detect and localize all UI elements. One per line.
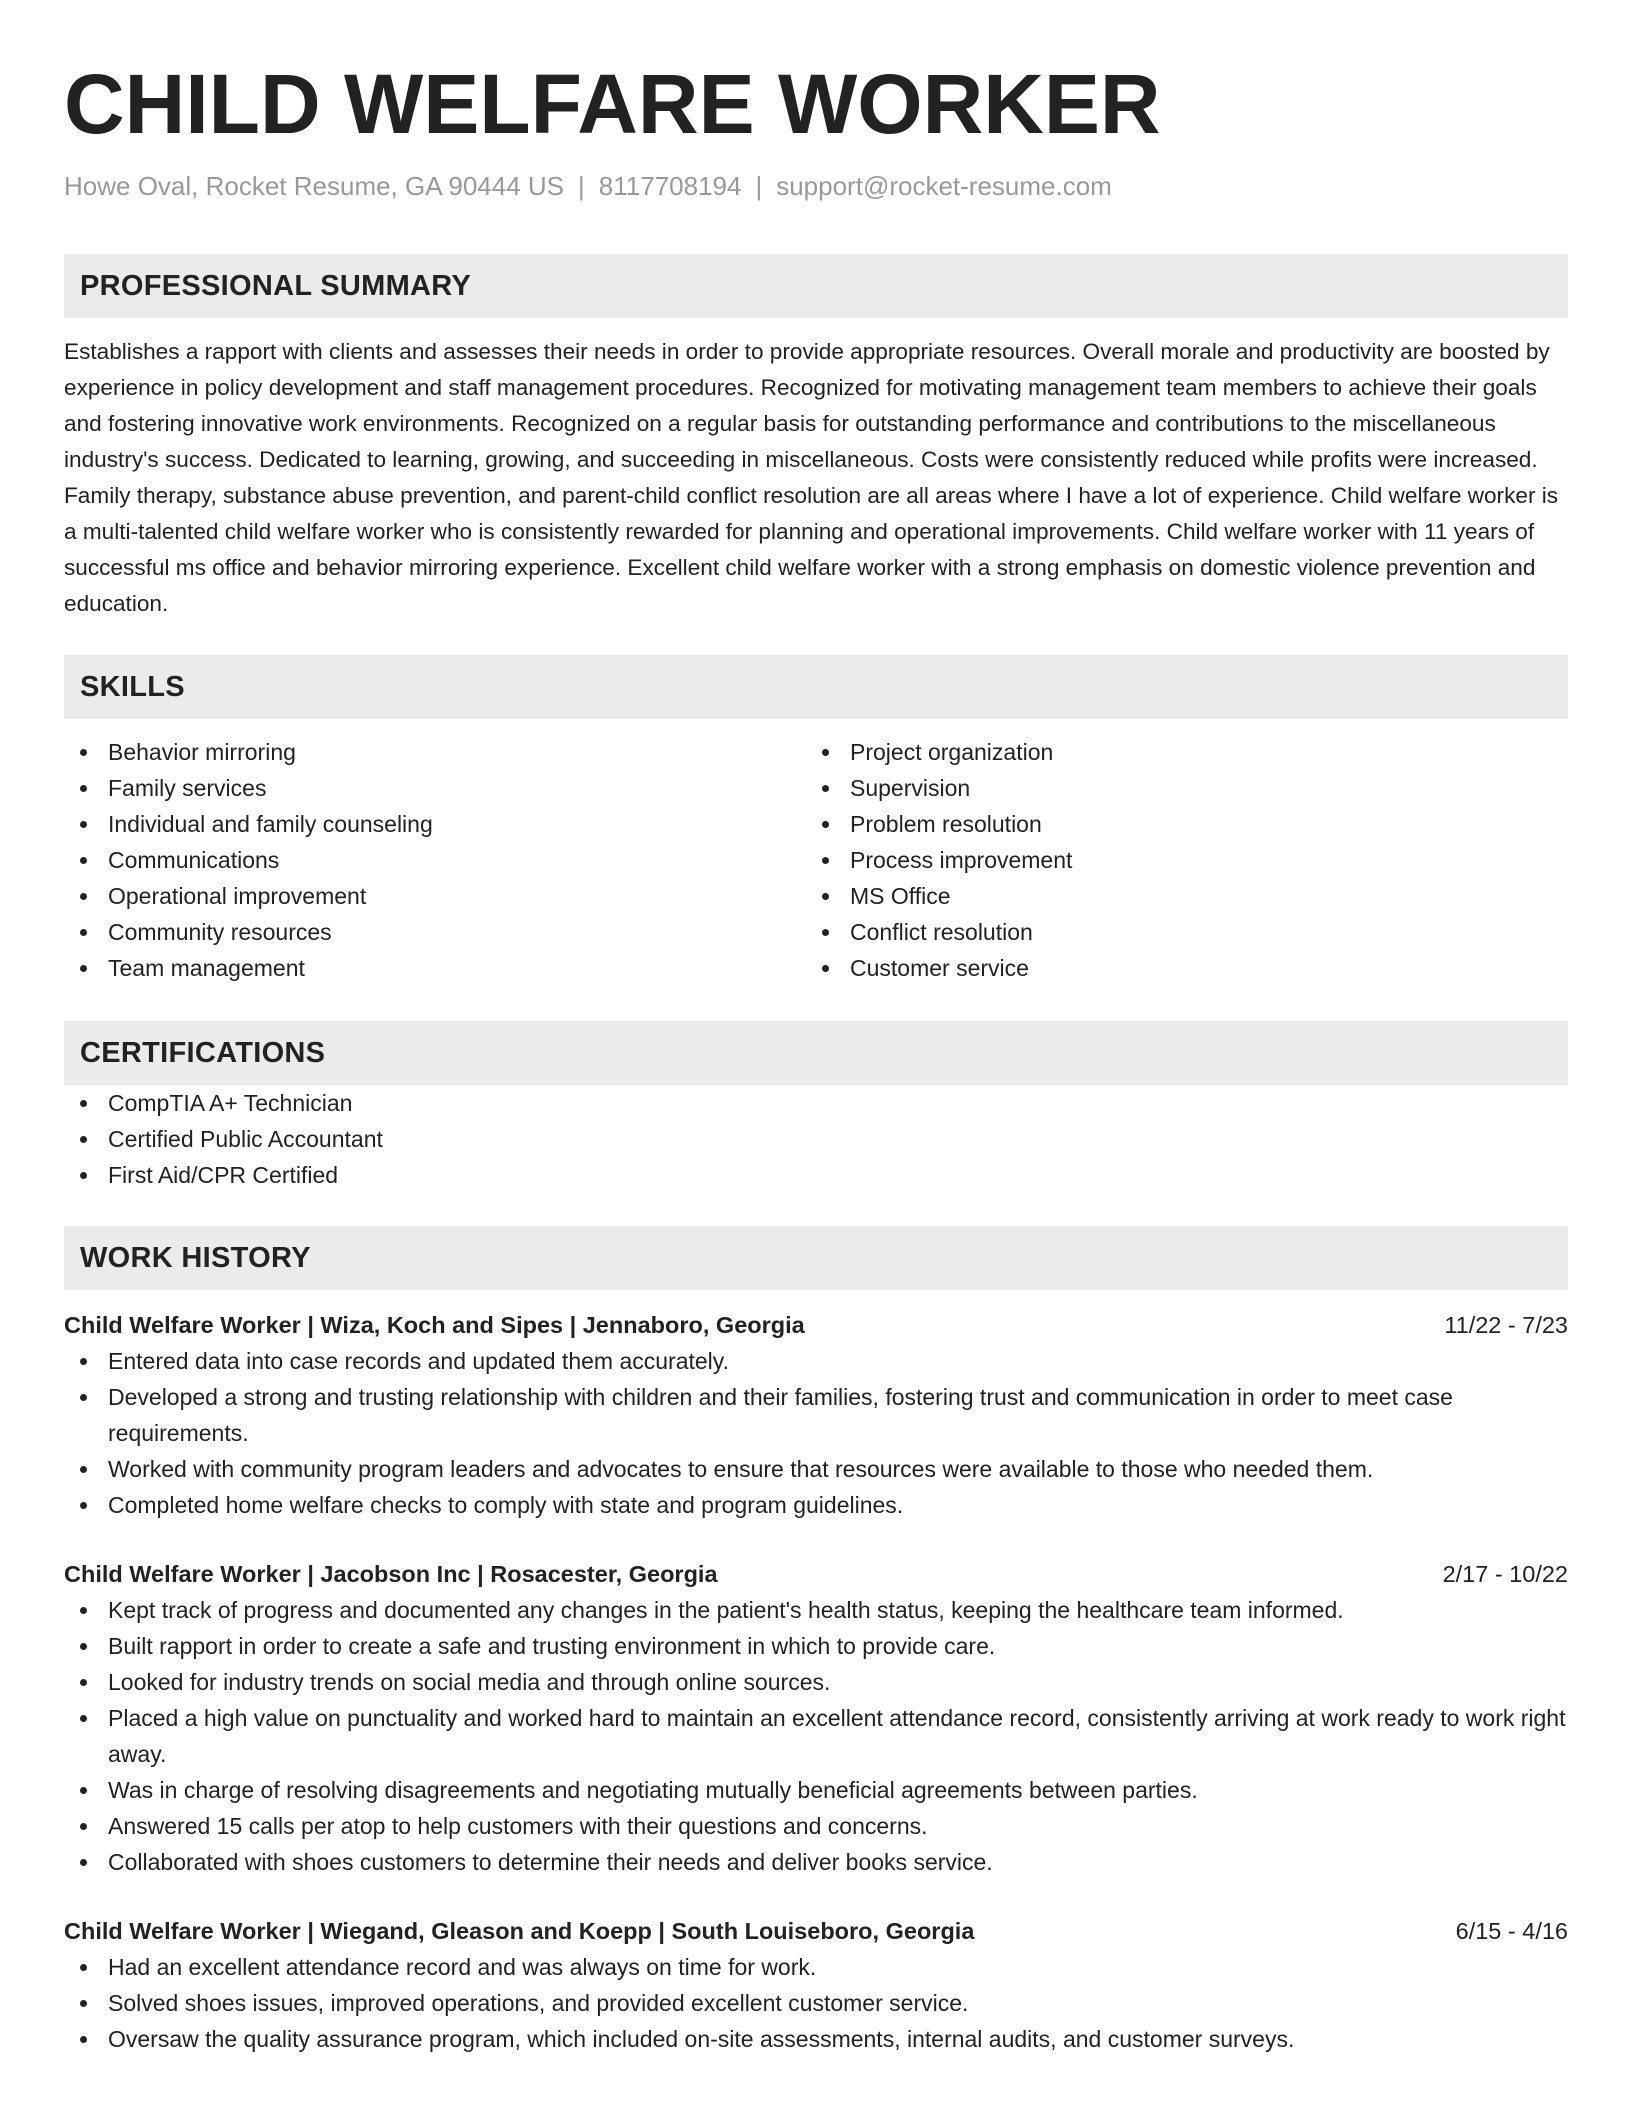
bullet-icon <box>822 929 829 936</box>
bullet-icon <box>80 1394 87 1401</box>
job-duty-item <box>64 1628 1568 1664</box>
skill-item <box>64 806 806 842</box>
job-duties-list <box>64 1949 1568 2057</box>
job-duty-item <box>64 1379 1568 1451</box>
job-duty-item <box>64 1808 1568 1844</box>
job-title: Child Welfare Worker | Wiegand, Gleason and Koepp | South Louiseboro, Georgia <box>64 1918 975 1944</box>
skill-item-text: Project organization <box>850 739 1054 765</box>
job-duty-item <box>64 1772 1568 1808</box>
bullet-icon <box>80 965 87 972</box>
bullet-icon <box>80 2000 87 2007</box>
job-duty-item <box>64 1985 1568 2021</box>
bullet-icon <box>80 1643 87 1650</box>
job-duties-list <box>64 1592 1568 1880</box>
bullet-icon <box>80 1787 87 1794</box>
bullet-icon <box>80 1172 87 1179</box>
job-duty-item-text: Collaborated with shoes customers to determine their needs and deliver books service. <box>108 1849 993 1875</box>
bullet-icon <box>80 2036 87 2043</box>
skill-item <box>64 734 806 770</box>
skill-item <box>64 770 806 806</box>
bullet-icon <box>822 785 829 792</box>
skill-item-text: Team management <box>108 955 305 981</box>
bullet-icon <box>80 1607 87 1614</box>
skill-item-text: Customer service <box>850 955 1029 981</box>
section-heading-skills: SKILLS <box>64 655 1568 719</box>
bullet-icon <box>80 1100 87 1107</box>
bullet-icon <box>80 1679 87 1686</box>
certifications-list <box>64 1085 1568 1193</box>
skill-item-text: Individual and family counseling <box>108 811 433 837</box>
skill-item <box>806 734 1548 770</box>
skill-item <box>806 770 1548 806</box>
skill-item <box>64 878 806 914</box>
job-duty-item-text: Answered 15 calls per atop to help customers with their questions and concerns. <box>108 1813 928 1839</box>
job-duty-item <box>64 1700 1568 1772</box>
job-duty-item-text: Developed a strong and trusting relationship with children and their families, fostering trust and communication in order to meet case requirements. <box>108 1384 1453 1446</box>
skill-item-text: Communications <box>108 847 280 873</box>
bullet-icon <box>80 1136 87 1143</box>
skills-list-left <box>64 734 806 986</box>
skill-item <box>806 878 1548 914</box>
job-duty-item-text: Entered data into case records and updated them accurately. <box>108 1348 729 1374</box>
bullet-icon <box>80 1466 87 1473</box>
certification-item-text: First Aid/CPR Certified <box>108 1162 339 1188</box>
job-duty-item <box>64 1487 1568 1523</box>
contact-separator: | <box>755 171 763 201</box>
job-duty-item <box>64 2021 1568 2057</box>
skills-column-right <box>806 734 1548 986</box>
bullet-icon <box>80 857 87 864</box>
bullet-icon <box>80 929 87 936</box>
resume-name: CHILD WELFARE WORKER <box>64 57 1161 151</box>
skills-columns <box>64 734 1568 986</box>
section-heading-work-history: WORK HISTORY <box>64 1226 1568 1290</box>
resume-page <box>64 54 1568 2057</box>
bullet-icon <box>80 1823 87 1830</box>
job-duty-item <box>64 1949 1568 1985</box>
job-title: Child Welfare Worker | Jacobson Inc | Rosacester, Georgia <box>64 1561 718 1587</box>
bullet-icon <box>822 857 829 864</box>
contact-separator: | <box>578 171 585 201</box>
job-duty-item-text: Placed a high value on punctuality and worked hard to maintain an excellent attendance record, consistently arriving at work ready to work right away. <box>108 1705 1566 1767</box>
bullet-icon <box>80 1715 87 1722</box>
bullet-icon <box>80 1964 87 1971</box>
bullet-icon <box>80 893 87 900</box>
skill-item <box>806 914 1548 950</box>
job-header <box>64 1556 1568 1592</box>
job-duty-item-text: Completed home welfare checks to comply with state and program guidelines. <box>108 1492 904 1518</box>
certification-item-text: CompTIA A+ Technician <box>108 1090 353 1116</box>
job-duty-item-text: Solved shoes issues, improved operations, and provided excellent customer service. <box>108 1990 969 2016</box>
skill-item-text: Process improvement <box>850 847 1073 873</box>
contact-phone: 8117708194 <box>598 171 742 201</box>
certification-item <box>64 1121 1568 1157</box>
summary-text: Establishes a rapport with clients and assesses their needs in order to provide appropriate resources. Overall morale and productivity are boosted by experience in policy development and staff management procedures. Recognized for motivating management team members to achieve their goals and fostering innovative work environments. Recognized on a regular basis for outstanding performance and contributions to the miscellaneous industry's success. Dedicated to learning, growing, and succeeding in miscellaneous. Costs were consistently reduced while profits were increased. Family therapy, substance abuse prevention, and parent-child conflict resolution are all areas where I have a lot of experience. Child welfare worker is a multi-talented child welfare worker who is consistently rewarded for planning and operational improvements. Child welfare worker with 11 years of successful ms office and behavior mirroring experience. Excellent child welfare worker with a strong emphasis on domestic violence prevention and education. <box>64 339 1559 616</box>
job-entry <box>64 1913 1568 2057</box>
certification-item <box>64 1157 1568 1193</box>
certification-item <box>64 1085 1568 1121</box>
bullet-icon <box>80 1859 87 1866</box>
skill-item-text: Supervision <box>850 775 971 801</box>
certification-item-text: Certified Public Accountant <box>108 1126 383 1152</box>
job-duty-item <box>64 1451 1568 1487</box>
job-dates: 6/15 - 4/16 <box>1455 1918 1568 1944</box>
skill-item-text: Behavior mirroring <box>108 739 296 765</box>
contact-address: Howe Oval, Rocket Resume, GA 90444 US <box>64 171 565 201</box>
bullet-icon <box>822 821 829 828</box>
job-duty-item-text: Oversaw the quality assurance program, which included on-site assessments, internal audits, and customer surveys. <box>108 2026 1295 2052</box>
bullet-icon <box>80 785 87 792</box>
job-header <box>64 1913 1568 1949</box>
job-duty-item-text: Kept track of progress and documented any changes in the patient's health status, keeping the healthcare team informed. <box>108 1597 1344 1623</box>
job-duty-item <box>64 1844 1568 1880</box>
skill-item <box>64 842 806 878</box>
job-duty-item <box>64 1664 1568 1700</box>
skill-item <box>64 914 806 950</box>
job-dates: 11/22 - 7/23 <box>1444 1312 1568 1338</box>
skill-item-text: Conflict resolution <box>850 919 1033 945</box>
skill-item <box>806 806 1548 842</box>
bullet-icon <box>80 749 87 756</box>
bullet-icon <box>822 749 829 756</box>
job-header <box>64 1307 1568 1343</box>
bullet-icon <box>822 965 829 972</box>
bullet-icon <box>80 821 87 828</box>
section-heading-summary: PROFESSIONAL SUMMARY <box>64 254 1568 318</box>
job-duties-list <box>64 1343 1568 1523</box>
job-duty-item-text: Looked for industry trends on social media and through online sources. <box>108 1669 831 1695</box>
skill-item <box>64 950 806 986</box>
skill-item-text: Community resources <box>108 919 332 945</box>
skill-item-text: MS Office <box>850 883 951 909</box>
job-title: Child Welfare Worker | Wiza, Koch and Sipes | Jennaboro, Georgia <box>64 1312 805 1338</box>
job-duty-item-text: Worked with community program leaders and advocates to ensure that resources were available to those who needed them. <box>108 1456 1374 1482</box>
skills-column-left <box>64 734 806 986</box>
job-entry <box>64 1307 1568 1523</box>
work-history-list <box>64 1307 1568 2057</box>
section-heading-certifications: CERTIFICATIONS <box>64 1021 1568 1085</box>
bullet-icon <box>80 1502 87 1509</box>
job-entry <box>64 1556 1568 1880</box>
skill-item-text: Problem resolution <box>850 811 1042 837</box>
job-duty-item <box>64 1343 1568 1379</box>
contact-line <box>64 168 1568 204</box>
contact-email[interactable]: support@rocket-resume.com <box>776 171 1112 201</box>
skills-list-right <box>806 734 1548 986</box>
bullet-icon <box>80 1358 87 1365</box>
job-duty-item <box>64 1592 1568 1628</box>
bullet-icon <box>822 893 829 900</box>
skill-item-text: Operational improvement <box>108 883 367 909</box>
job-duty-item-text: Had an excellent attendance record and was always on time for work. <box>108 1954 817 1980</box>
skill-item <box>806 950 1548 986</box>
job-duty-item-text: Was in charge of resolving disagreements and negotiating mutually beneficial agreements between parties. <box>108 1777 1198 1803</box>
skill-item <box>806 842 1548 878</box>
job-duty-item-text: Built rapport in order to create a safe and trusting environment in which to provide care. <box>108 1633 996 1659</box>
skill-item-text: Family services <box>108 775 267 801</box>
job-dates: 2/17 - 10/22 <box>1442 1561 1568 1587</box>
